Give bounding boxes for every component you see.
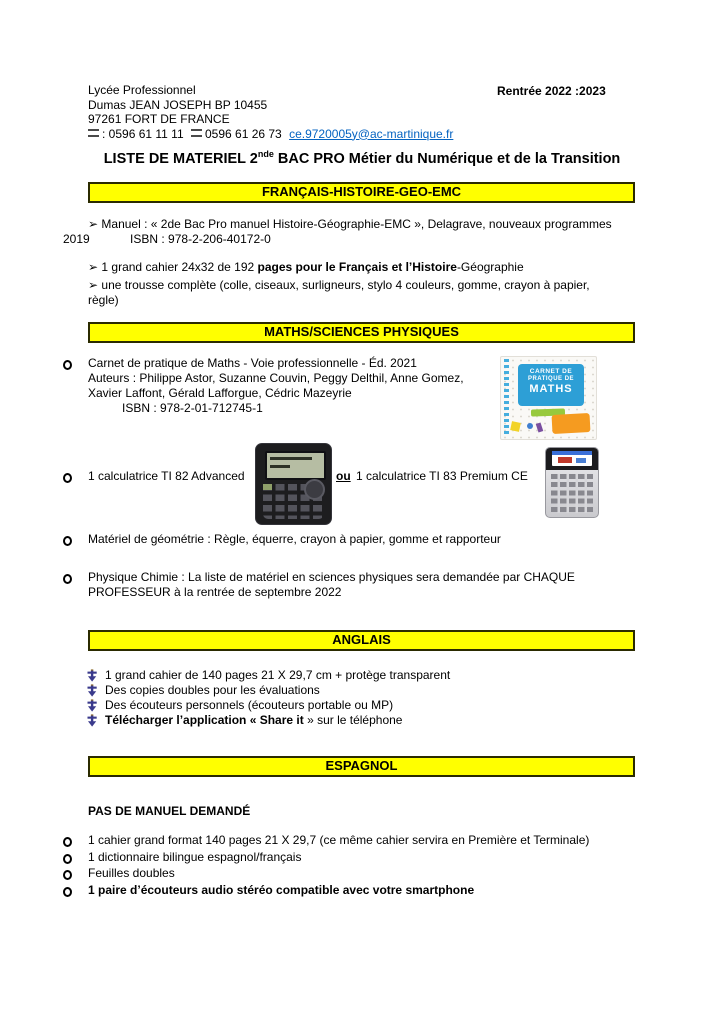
email-link[interactable]: ce.9720005y@ac-martinique.fr: [289, 126, 454, 141]
school-contacts-line: [88, 127, 453, 142]
book-cover-line2: PRATIQUE DE: [527, 376, 575, 382]
page-title: [0, 146, 724, 168]
book-cover-line1: CARNET DE: [529, 368, 573, 375]
spiral-binding-icon: [504, 359, 509, 437]
title-superscript: nde: [257, 149, 274, 159]
arrow-bullet-icon: ➢: [88, 260, 99, 274]
book-cover-yellow-doodle: [510, 421, 521, 432]
anglais-item-ecouteurs: Des écouteurs personnels (écouteurs portable ou MP): [105, 698, 394, 712]
ti83-keypad: [551, 474, 593, 513]
circle-bullet-icon: [63, 360, 72, 370]
francais-item-manuel-line2: [63, 232, 271, 247]
book-cover-label: [518, 364, 584, 406]
down-arrow-bullet-icon: [86, 684, 98, 697]
circle-bullet-icon: [63, 536, 72, 546]
book-cover-purple-doodle: [536, 422, 544, 432]
ti82-key: [263, 484, 272, 490]
down-arrow-bullet-icon: [86, 669, 98, 682]
maths-geometry-item: Matériel de géométrie : Règle, équerre, crayon à papier, gomme et rapporteur: [88, 532, 501, 546]
anglais-item-cahier: 1 grand cahier de 140 pages 21 X 29,7 cm + protège transparent: [105, 668, 451, 682]
ti82-calculator-image: [255, 443, 332, 525]
circle-bullet-icon: [63, 870, 72, 880]
ti83-screen: [552, 451, 592, 466]
espagnol-item-ecouteurs: 1 paire d’écouteurs audio stéréo compatible avec votre smartphone: [88, 883, 475, 897]
calculator-ti83-label: 1 calculatrice TI 83 Premium CE: [356, 469, 528, 483]
down-arrow-bullet-icon: [86, 714, 98, 727]
physics-item-line1: Physique Chimie : La liste de matériel en sciences physiques sera demandée par CHAQUE: [88, 570, 575, 584]
school-address: Dumas JEAN JOSEPH BP 10455: [88, 97, 268, 112]
screen-text-line: [270, 457, 312, 460]
title-part2: BAC PRO Métier du Numérique et de la Transition: [277, 150, 621, 167]
espagnol-item-feuilles: Feuilles doubles: [88, 866, 175, 880]
section-banner-maths: MATHS/SCIENCES PHYSIQUES: [88, 322, 635, 343]
section-banner-francais: FRANÇAIS-HISTOIRE-GEO-EMC: [88, 182, 635, 203]
book-cover-blue-doodle: [527, 423, 533, 429]
ti82-dpad: [304, 479, 325, 500]
circle-bullet-icon: [63, 887, 72, 897]
physics-item-line2: PROFESSEUR à la rentrée de septembre 2022: [88, 585, 342, 599]
school-address-block: [88, 83, 453, 141]
section-banner-anglais: ANGLAIS: [88, 630, 635, 651]
title-part1: LISTE DE MATERIEL 2: [103, 150, 258, 167]
francais-item-trousse-line2: règle): [88, 293, 119, 307]
francais-item-cahier: ➢ 1 grand cahier 24x32 de 192 pages pour le Français et l’Histoire-Géographie: [88, 260, 524, 274]
espagnol-item-cahier: 1 cahier grand format 140 pages 21 X 29,7 (ce même cahier servira en Première et Terminale): [88, 833, 590, 847]
screen-header-bar: [552, 451, 592, 455]
espagnol-item-dictionnaire: 1 dictionnaire bilingue espagnol/français: [88, 850, 302, 864]
down-arrow-bullet-icon: [86, 699, 98, 712]
screen-graph-blue: [576, 458, 586, 463]
screen-graph-red: [558, 457, 572, 463]
maths-workbook-cover-image: [500, 356, 597, 440]
school-city: 97261 FORT DE FRANCE: [88, 112, 230, 126]
manuel-isbn: ISBN : 978-2-206-40172-0: [130, 232, 271, 246]
manuel-year: 2019: [63, 232, 90, 246]
phone-number: : 0596 61 11 11: [102, 126, 184, 141]
espagnol-no-manual-heading: PAS DE MANUEL DEMANDÉ: [88, 804, 251, 818]
screen-text-line: [270, 465, 290, 468]
circle-bullet-icon: [63, 574, 72, 584]
anglais-item-shareit: Télécharger l’application « Share it » sur le téléphone: [105, 713, 403, 727]
book-cover-line3: MATHS: [529, 383, 573, 395]
maths-book-authors1: Auteurs : Philippe Astor, Suzanne Couvin, Peggy Delthil, Anne Gomez,: [88, 371, 464, 385]
ti82-screen: [265, 451, 326, 480]
maths-book-isbn: ISBN : 978-2-01-712745-1: [122, 401, 263, 415]
phone-icon: [88, 129, 99, 137]
fax-icon: [191, 129, 202, 137]
circle-bullet-icon: [63, 473, 72, 483]
circle-bullet-icon: [63, 854, 72, 864]
maths-book-title: Carnet de pratique de Maths - Voie professionnelle - Éd. 2021: [88, 356, 417, 370]
school-name: Lycée Professionnel: [88, 83, 196, 97]
section-banner-espagnol: ESPAGNOL: [88, 756, 635, 777]
or-word: ou: [336, 469, 351, 483]
fax-number: 0596 61 26 73: [204, 126, 282, 141]
arrow-bullet-icon: ➢: [88, 278, 99, 292]
anglais-item-copies: Des copies doubles pour les évaluations: [105, 683, 320, 697]
ti83-top-band: [546, 448, 598, 470]
ti83-calculator-image: [545, 447, 599, 518]
maths-book-item: [88, 356, 464, 416]
circle-bullet-icon: [63, 837, 72, 847]
calculator-ti82-label: 1 calculatrice TI 82 Advanced: [88, 469, 245, 483]
francais-item-manuel-line1: ➢ Manuel : « 2de Bac Pro manuel Histoire-Géographie-EMC », Delagrave, nouveaux programmes: [88, 217, 612, 231]
school-year-label: Rentrée 2022 :2023: [497, 84, 606, 98]
francais-item-trousse-line1: ➢ une trousse complète (colle, ciseaux, surligneurs, stylo 4 couleurs, gomme, crayon à papier,: [88, 278, 590, 292]
maths-book-authors2: Xavier Laffont, Gérald Lafforgue, Cédric Mazeyrie: [88, 386, 352, 400]
book-cover-orange-shape: [552, 413, 591, 434]
arrow-bullet-icon: ➢: [88, 217, 99, 231]
